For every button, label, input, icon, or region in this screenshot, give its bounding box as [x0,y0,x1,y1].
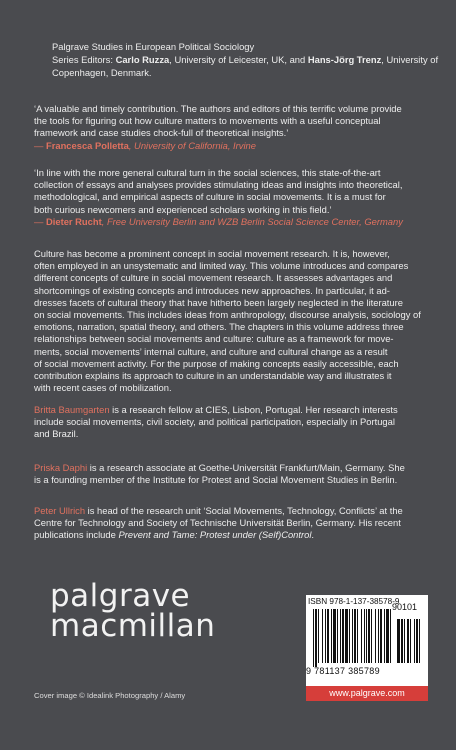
description-line: often employed in an unsystematic and limited way. This volume introduces and compares [34,260,409,272]
quote-line: ‘In line with the more general cultural turn in the social sciences, this state-of-the-art [34,167,381,178]
author-name: Britta Baumgarten [34,404,110,415]
quote-line: ‘A valuable and timely contribution. The authors and editors of this terrific volume provide [34,103,402,114]
series-editors: Series Editors: Carlo Ruzza, University of Leicester, UK, and Hans-Jörg Trenz, University of Copenhagen, Denmark. [52,54,439,78]
book-description [34,248,454,394]
description-line: different concepts of culture in social movement research. It assesses advantages and [34,272,393,284]
quote-line: both curious newcomers and experienced scholars working in this field.’ [34,203,332,215]
author-name: Priska Daphi [34,462,88,473]
description-line: emotions, narration, spatial theory, and others. The chapters in this volume address three [34,321,404,333]
series-title: Palgrave Studies in European Political Sociology [52,41,255,52]
endorsement-2 [34,167,454,228]
description-line: dresses facets of cultural theory that have hitherto been largely neglected in the literature [34,296,403,308]
bio-daphi: Priska Daphi is a research associate at Goethe-Universität Frankfurt/Main, Germany. She is a founding member of the Institute for Protest and Social Movement Studies in Berlin. [34,462,405,486]
quote-line: collection of essays and analyses provides stimulating ideas and insights into theoretical, [34,179,403,191]
description-line: relationships between social movements and culture: culture as a framework for move- [34,333,394,345]
palgrave-macmillan-logo: palgrave macmillan [50,578,216,644]
bio-ullrich: Peter Ullrich is head of the research unit ‘Social Movements, Technology, Conflicts’ at the Centre for Technology and Society of Technische Universität Berlin, Germany. His recent publications include Prevent and Tame: Protest under (Self)Control. [34,505,403,541]
description-line: Culture has become a prominent concept in social movement research. It is, however, [34,248,390,259]
author-name: Peter Ullrich [34,505,86,516]
description-line: on social movements. This includes ideas from anthropology, discourse analysis, sociology of [34,309,421,321]
cover-image-credit: Cover image © Idealink Photography / Alamy [34,691,186,700]
description-line: ments, social movements’ internal culture, and culture and cultural change as a result [34,345,388,357]
publisher-url[interactable]: www.palgrave.com [306,686,428,701]
barcode-digits: 9 781137 385789 [306,666,380,676]
book-title: Prevent and Tame: Protest under (Self)Control [118,529,312,541]
quote-line: framework and case studies chock-full of theoretical insights.’ [34,127,289,139]
quote-attribution: — Dieter Rucht, Free University Berlin and WZB Berlin Social Science Center, Germany [34,215,403,227]
barcode-icon [311,609,423,667]
quote-line: methodological, and empirical aspects of culture in social movements. It is a must for [34,191,386,203]
endorsement-1 [34,103,454,152]
isbn-number: ISBN 978-1-137-38578-9 [308,597,400,606]
bio-baumgarten: Britta Baumgarten is a research fellow at CIES, Lisbon, Portugal. Her research interests include social movements, civil society, and political participation, especially in Portugal and Brazil. [34,404,398,440]
series-info [52,40,452,79]
description-line: contribution explains its approach to culture in an understandable way and illustrates it [34,370,392,382]
description-line: with recent cases of mobilization. [34,382,172,394]
quote-attribution: — Francesca Polletta, University of California, Irvine [34,139,256,151]
barcode-addon-digits: 90101 [392,602,418,612]
isbn-barcode [306,595,428,686]
description-line: shortcomings of existing concepts and introduces new approaches. In particular, it ad- [34,284,390,296]
quote-line: the tools for figuring out how culture matters to movements with a useful conceptual [34,115,381,127]
description-line: of social movement activity. For the purpose of making concepts easily accessible, each [34,357,399,369]
